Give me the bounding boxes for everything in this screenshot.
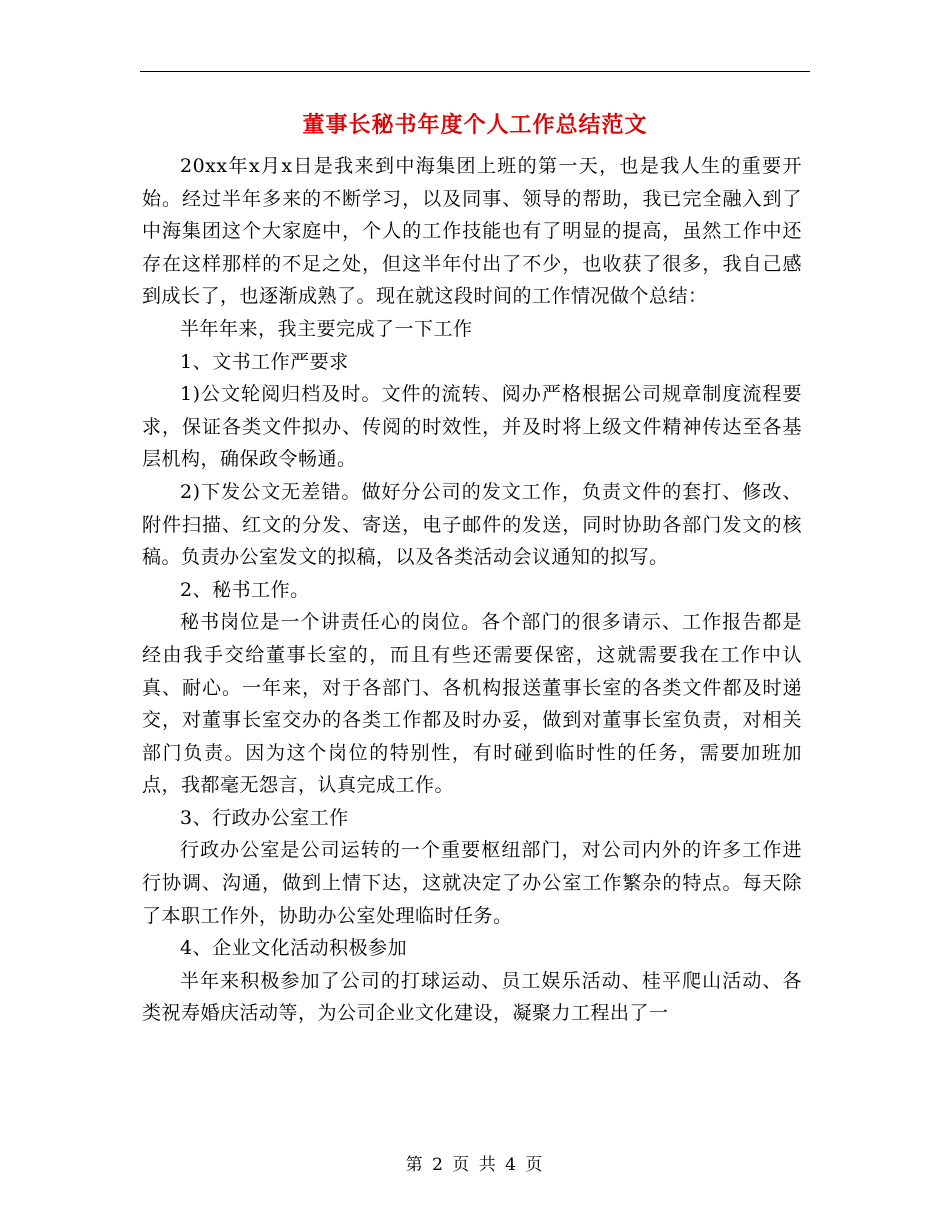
paragraph-2: 秘书岗位是一个讲责任心的岗位。各个部门的很多请示、工作报告都是经由我手交给董事长室的，而且有些还需要保密，这就需要我在工作中认真、耐心。一年来，对于各部门、各机构报送董事长室的各类文件都及时递交，对董事长室交办的各类工作都及时办妥，做到对董事长室负责，对相关部门负责。因为这个岗位的特别性，有时碰到临时性的任务，需要加班加点，我都毫无怨言，认真完成工作。 xyxy=(142,611,802,797)
page-footer: 第 2 页 共 4 页 xyxy=(405,1155,545,1175)
section-heading-2: 2、秘书工作。 xyxy=(180,578,310,601)
section-heading-4: 4、企业文化活动积极参加 xyxy=(180,937,408,960)
paragraph-intro: 20xx年x月x日是我来到中海集团上班的第一天，也是我人生的重要开始。经过半年多来的不断学习，以及同事、领导的帮助，我已完全融入到了中海集团这个大家庭中，个人的工作技能也有了明显的提高，虽然工作中还存在这样那样的不足之处，但这半年付出了不少，也收获了很多，我自己感到成长了，也逐渐成熟了。现在就这段时间的工作情况做个总结： xyxy=(142,155,802,308)
document-title: 董事长秘书年度个人工作总结范文 xyxy=(302,112,648,138)
paragraph-4: 半年来积极参加了公司的打球运动、员工娱乐活动、桂平爬山活动、各类祝寿婚庆活动等，为公司企业文化建设，凝聚力工程出了一 xyxy=(142,969,802,1025)
paragraph-1-2: 2)下发公文无差错。做好分公司的发文工作，负责文件的套打、修改、附件扫描、红文的分发、寄送，电子邮件的发送，同时协助各部门发文的核稿。负责办公室发文的拟稿，以及各类活动会议通知的拟写。 xyxy=(142,480,802,569)
paragraph-1-1: 1)公文轮阅归档及时。文件的流转、阅办严格根据公司规章制度流程要求，保证各类文件拟办、传阅的时效性，并及时将上级文件精神传达至各基层机构，确保政令畅通。 xyxy=(142,383,802,471)
section-heading-3: 3、行政办公室工作 xyxy=(180,806,349,829)
document-body xyxy=(142,150,802,1030)
paragraph-summary: 半年年来，我主要完成了一下工作 xyxy=(180,317,473,340)
section-heading-1: 1、文书工作严要求 xyxy=(180,350,349,373)
paragraph-3: 行政办公室是公司运转的一个重要枢纽部门，对公司内外的许多工作进行协调、沟通，做到上情下达，这就决定了办公室工作繁杂的特点。每天除了本职工作外，协助办公室处理临时任务。 xyxy=(142,839,802,927)
header-rule xyxy=(140,71,810,72)
